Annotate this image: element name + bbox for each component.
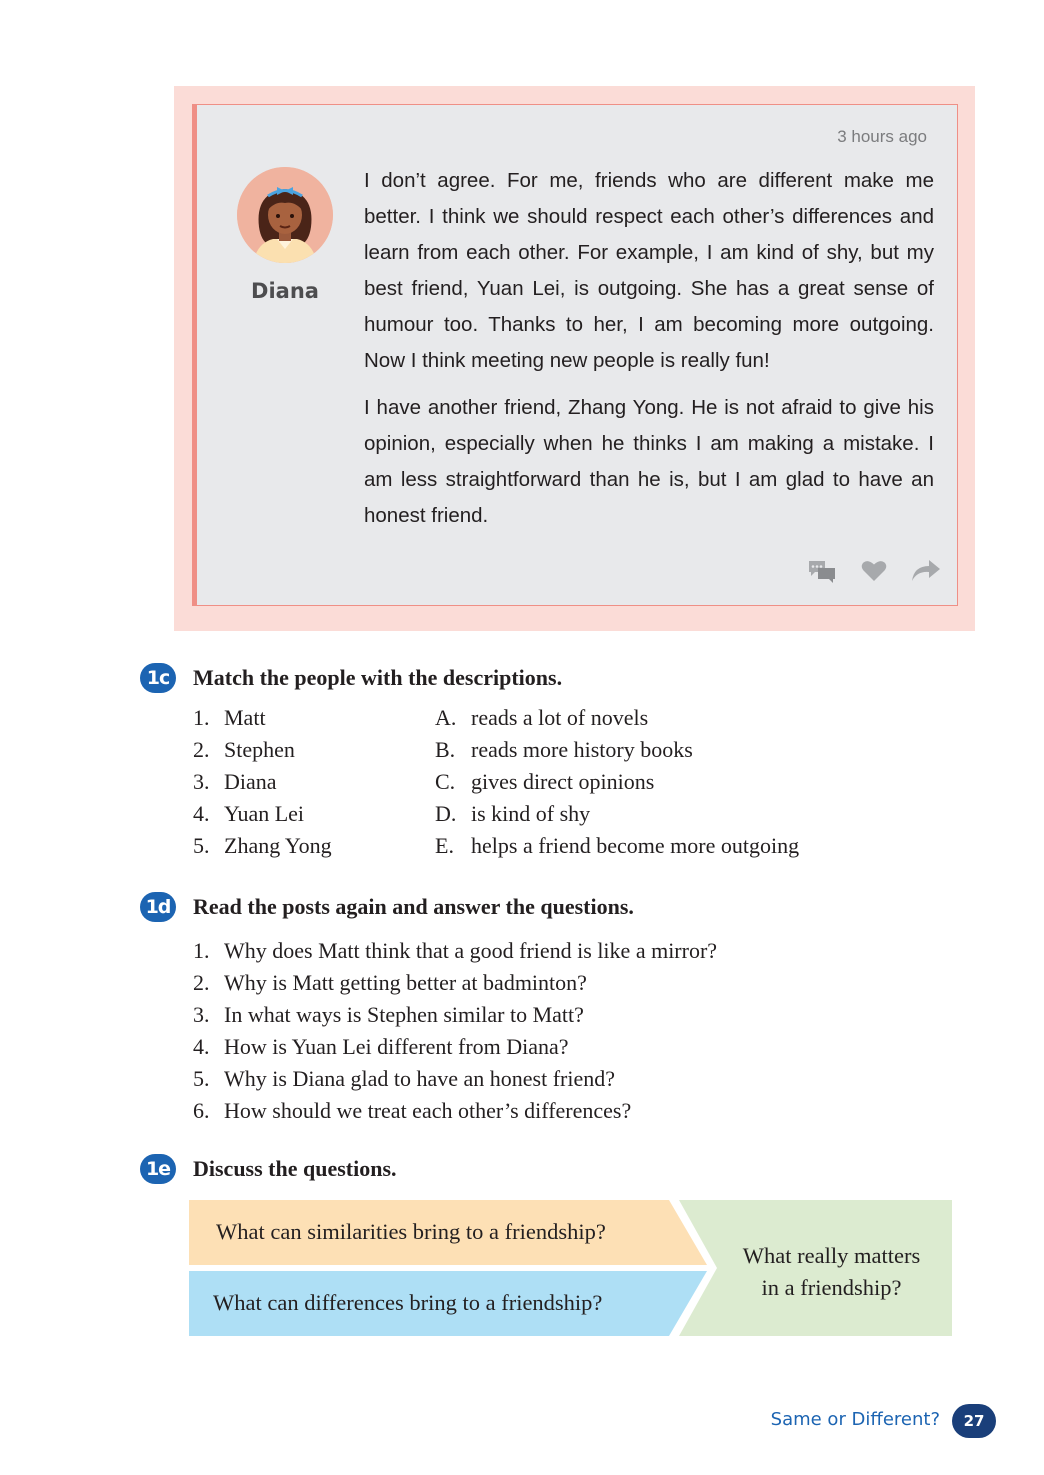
avatar [237,167,333,263]
item-text: is kind of shy [471,801,591,826]
post-body [364,163,934,534]
item-number: 5. [193,1066,210,1091]
item-letter: E. [435,833,454,858]
discussion-diagram [189,1200,952,1336]
item-text: In what ways is Stephen similar to Matt? [224,1002,584,1027]
forum-post-card [192,104,958,606]
item-number: 2. [193,970,210,995]
item-text: Zhang Yong [224,833,332,858]
author-name: Diana [251,279,319,303]
item-number: 6. [193,1098,210,1123]
item-number: 2. [193,737,210,762]
list-item [435,830,799,862]
item-number: 3. [193,1002,210,1027]
item-number: 5. [193,833,210,858]
list-item [193,1063,717,1095]
item-letter: A. [435,705,457,730]
item-text: Why is Matt getting better at badminton? [224,970,587,995]
item-number: 1. [193,705,210,730]
item-text: Diana [224,769,277,794]
questions-list [193,935,717,1127]
list-item [193,830,332,862]
post-paragraph: I don’t agree. For me, friends who are different make me better. I think we should respect each other’s differences and learn from each other. For example, I am kind of shy, but my best friend, Yuan Lei, is outgoing. She has a great sense of humour too. Thanks to her, I am becoming more outgoing. Now I think meeting new people is really fun! [364,169,934,372]
item-text: Yuan Lei [224,801,305,826]
list-item [435,798,799,830]
list-item [193,766,332,798]
item-text: reads a lot of novels [471,705,649,730]
descriptions-list [435,702,799,862]
list-item [435,734,799,766]
exercise-title-1d: Read the posts again and answer the questions. [193,894,634,919]
item-text: Why does Matt think that a good friend is like a mirror? [224,938,718,963]
item-letter: D. [435,801,457,826]
item-number: 4. [193,1034,210,1059]
item-text: Stephen [224,737,295,762]
item-number: 3. [193,769,210,794]
exercise-badge-1e: 1e [140,1154,176,1184]
list-item [193,1095,717,1127]
list-item [435,766,799,798]
post-paragraph: I have another friend, Zhang Yong. He is not afraid to give his opinion, especially when he thinks I am making a mistake. I am less straightforward than he is, but I am glad to have an honest friend. [364,396,934,527]
main-question-line: in a friendship? [761,1275,902,1300]
chapter-title: Same or Different? [770,1409,940,1430]
share-icon[interactable] [909,557,943,585]
list-item [193,702,332,734]
exercise-title-1c: Match the people with the descriptions. [193,665,563,690]
post-timestamp: 3 hours ago [837,127,927,146]
item-text: reads more history books [471,737,693,762]
item-letter: B. [435,737,456,762]
similarities-question: What can similarities bring to a friendship? [216,1219,606,1244]
list-item [193,999,717,1031]
item-text: Why is Diana glad to have an honest friend? [224,1066,615,1091]
differences-question: What can differences bring to a friendship? [213,1290,603,1315]
page-number: 27 [952,1404,996,1438]
list-item [193,967,717,999]
main-question-line: What really matters [742,1243,921,1268]
item-number: 4. [193,801,210,826]
main-question [729,1240,934,1304]
comment-icon[interactable] [805,557,839,585]
item-number: 1. [193,938,210,963]
people-list [193,702,332,862]
item-text: How is Yuan Lei different from Diana? [224,1034,569,1059]
list-item [193,935,717,967]
list-item [193,1031,717,1063]
item-text: helps a friend become more outgoing [471,833,800,858]
exercise-badge-1c: 1c [140,663,176,693]
item-text: gives direct opinions [471,769,655,794]
item-text: Matt [224,705,266,730]
post-actions [805,557,943,585]
list-item [193,798,332,830]
exercise-badge-1d: 1d [140,892,176,922]
list-item [193,734,332,766]
list-item [435,702,799,734]
heart-icon[interactable] [857,557,891,585]
item-text: How should we treat each other’s differences? [224,1098,632,1123]
item-letter: C. [435,769,456,794]
exercise-title-1e: Discuss the questions. [193,1156,397,1181]
